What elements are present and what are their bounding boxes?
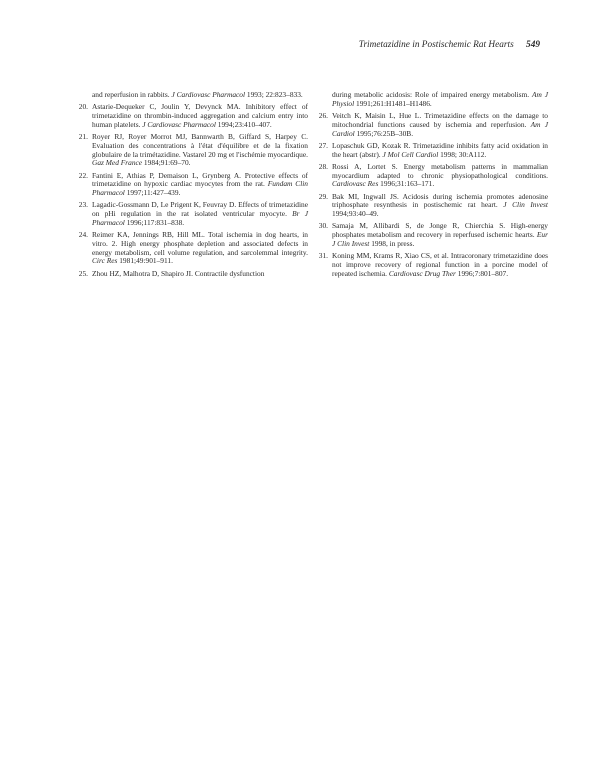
page-number: 549 [526,40,540,50]
reference-journal: Am J Cardiol [332,119,549,138]
reference-number: 23. [78,200,88,210]
reference-journal: Circ Res [92,256,118,266]
reference-number: 29. [318,191,328,201]
reference-citation: 1984;91:69–70. [142,158,191,168]
reference-item [316,112,548,138]
reference-citation: 1998, in press. [369,238,415,248]
reference-number: 22. [78,170,88,180]
reference-journal: Gaz Med France [92,158,143,168]
reference-item [316,222,548,248]
reference-text: Fantini E, Athias P, Demaison L, Grynberg A. Protective effects of trimetazidine on hypoxic cardiac myocytes from the rat. [92,170,308,189]
reference-journal: J Cardiovasc Pharmacol [142,119,216,129]
reference-item [76,103,308,129]
reference-journal: Br J Pharmacol [92,209,308,227]
reference-citation: 1996;31:163–171. [378,179,435,189]
reference-number: 21. [78,132,88,141]
reference-journal: Eur J Clin Invest [332,230,548,248]
reference-text: during metabolic acidosis: Role of impaired energy metabolism. [332,90,532,99]
reference-number: 27. [318,140,328,150]
reference-citation: 1995;76:25B–30B. [354,128,414,138]
reference-citation: 1998; 30:A112. [438,149,487,159]
reference-item [316,91,548,109]
reference-item [316,163,548,189]
running-title: Trimetazidine in Postischemic Rat Hearts [358,40,514,50]
reference-text: Lopaschuk GD, Kozak R. Trimetazidine inhibits fatty acid oxidation in the heart (abstr). [332,140,548,159]
reference-journal: Fundam Clin Pharmacol [92,179,308,197]
reference-text: and reperfusion in rabbits. [92,90,172,99]
reference-citation: 1994;23:410–407. [215,119,272,129]
reference-number: 28. [318,161,328,171]
reference-item [76,201,308,227]
reference-item [316,142,548,160]
reference-text: Koning MM, Krams R, Xiao CS, et al. Intracoronary trimetazidine does not improve recovery of regional function in a porcine model of repeated ischemia. [332,251,548,278]
reference-citation: 1993; 22:823–833. [245,90,303,99]
reference-text: Reimer KA, Jennings RB, Hill ML. Total ischemia in dog hearts, in vitro. 2. High energy phosphate depletion and associated defects in energy metabolism, cell volume regulation, and sarcolemmal integrity. [92,230,308,257]
reference-journal: J Clin Invest [503,200,548,210]
reference-journal: J Cardiovasc Pharmacol [171,90,246,99]
reference-column-right [316,91,548,282]
reference-citation: 1991;261:H1481–H1486. [354,98,432,108]
reference-number: 20. [78,102,88,112]
reference-item [76,172,308,198]
reference-text: Royer RJ, Royer Morrot MJ, Bannwarth B, Giffard S, Harpey C. Evaluation des concentrations à l'état d'équilibre et de la fixation globulaire de la trimétazidine. Vastarel 20 mg et l'ischémie myocardique. [92,132,308,159]
reference-number: 24. [78,230,88,239]
reference-column-left [76,91,308,282]
reference-number: 31. [318,251,328,260]
reference-number: 26. [318,111,328,120]
reference-journal: J Mol Cell Cardiol [382,149,439,159]
reference-text: Bak MI, Ingwall JS. Acidosis during ischemia promotes adenosine triphosphate resynthesis in postischemic rat heart. [332,191,548,210]
reference-text: Rossi A, Lortet S. Energy metabolism patterns in mammalian myocardium adapted to chronic physiopathological conditions. [332,161,548,180]
reference-item [76,231,308,266]
reference-item [76,270,308,279]
reference-number: 25. [78,268,88,278]
reference-citation: 1996;7:801–807. [455,268,509,278]
reference-text: Lagadic-Gossmann D, Le Prigent K, Feuvray D. Effects of trimetazidine on pHi regulation in the rat isolated ventricular myocyte. [92,200,308,218]
reference-text: Veitch K, Maisin L, Hue L. Trimetazidine effects on the damage to mitochondrial functions caused by ischemia and reperfusion. [332,111,548,129]
reference-journal: Cardiovasc Res [332,179,379,189]
reference-journal: Am J Physiol [332,90,548,108]
reference-text: Samaja M, Allibardi S, de Jonge R, Chierchia S. High-energy phosphates metabolism and recovery in reperfused ischemic hearts. [332,221,548,239]
reference-journal: Cardiovasc Drug Ther [388,268,456,278]
reference-item [316,252,548,278]
reference-citation: 1996;117:831–838. [124,217,185,227]
reference-number: 30. [318,221,328,231]
reference-item [76,91,308,100]
reference-text: Astarie-Dequeker C, Joulin Y, Devynck MA. Inhibitory effect of trimetazidine on thrombin-induced aggregation and calcium entry into human platelets. [92,102,308,129]
reference-item [316,193,548,219]
reference-citation: 1997;11:427–439. [124,188,181,197]
reference-citation: 1994;93:40–49. [332,209,379,218]
reference-item [76,133,308,168]
reference-text: Zhou HZ, Malhotra D, Shapiro JI. Contractile dysfunction [92,268,265,278]
reference-citation: 1981;49:901–911. [117,256,173,266]
running-header [359,40,540,50]
